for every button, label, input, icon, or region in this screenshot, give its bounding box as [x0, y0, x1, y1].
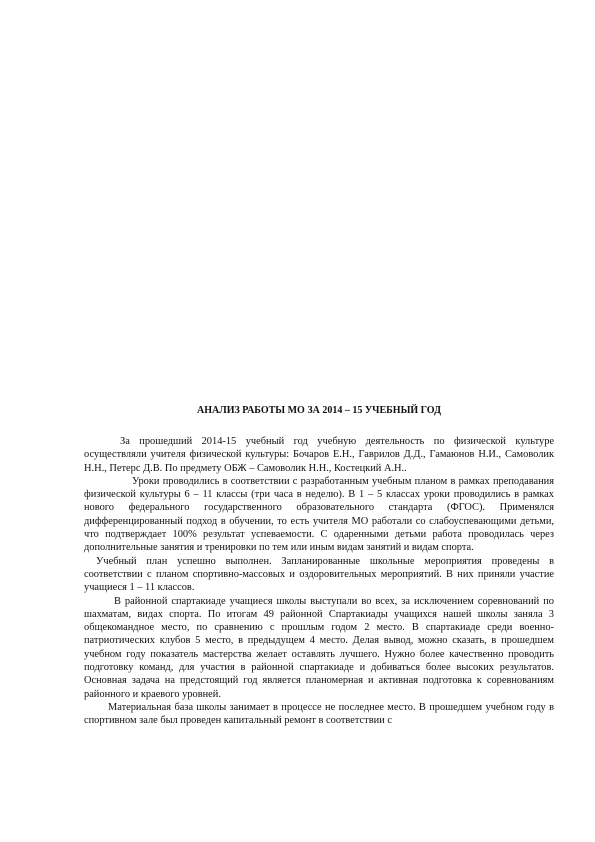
paragraph-lessons: Уроки проводились в соответствии с разработанным учебным планом в рамках преподавания физической культуры 6 – 11 классы (три часа в неделю). В 1 – 5 классах уроки проводились в рамках нового федерального государственного образовательного стандарта (ФГОС). Применялся дифференцированный подход в обучении, то есть учителя МО работали со слабоуспевающими детьми, что подтверждает 100% результат успеваемости. С одаренными детьми работа проводилась через дополнительные занятия и тренировки по тем или иным видам занятий и видам спорта.: [84, 475, 554, 554]
paragraph-curriculum: Учебный план успешно выполнен. Запланированные школьные мероприятия проведены в соответствии с планом спортивно-массовых и оздоровительных мероприятий. В них приняли участие учащиеся 1 – 11 классов.: [84, 555, 554, 594]
document-title: АНАЛИЗ РАБОТЫ МО ЗА 2014 – 15 УЧЕБНЫЙ ГОД: [197, 405, 441, 416]
paragraph-spartakiad: В районной спартакиаде учащиеся школы выступали во всех, за исключением соревнований по шахматам, видах спорта. По итогам 49 районной Спартакиады учащихся нашей школы заняла 3 общекомандное место, по сравнению с прошлым годом 2 место. В спартакиаде среди военно-патриотических клубов 5 место, в предыдущем 4 место. Делая вывод, можно сказать, в прошедшем учебном году показатель мастерства желает оставлять лучшего. Нужно более качественно проводить подготовку команд, для участия в районной спартакиаде и добиваться более высоких результатов. Основная задача на предстоящий год является планомерная и активная подготовка к соревнованиям районного и краевого уровней.: [84, 595, 554, 700]
paragraph-material-base: Материальная база школы занимает в процессе не последнее место. В прошедшем учебном году в спортивном зале был проведен капитальный ремонт в соответствии с: [84, 701, 554, 727]
paragraph-teachers: За прошедший 2014-15 учебный год учебную деятельность по физической культуре осуществляли учителя физической культуры: Бочаров Е.Н., Гаврилов Д.Д., Гамаюнов Н.И., Самоволик Н.Н., Петерс Д.В. По предмету ОБЖ – Самоволик Н.Н., Костецкий А.Н..: [84, 436, 554, 474]
document-body: [84, 435, 554, 728]
